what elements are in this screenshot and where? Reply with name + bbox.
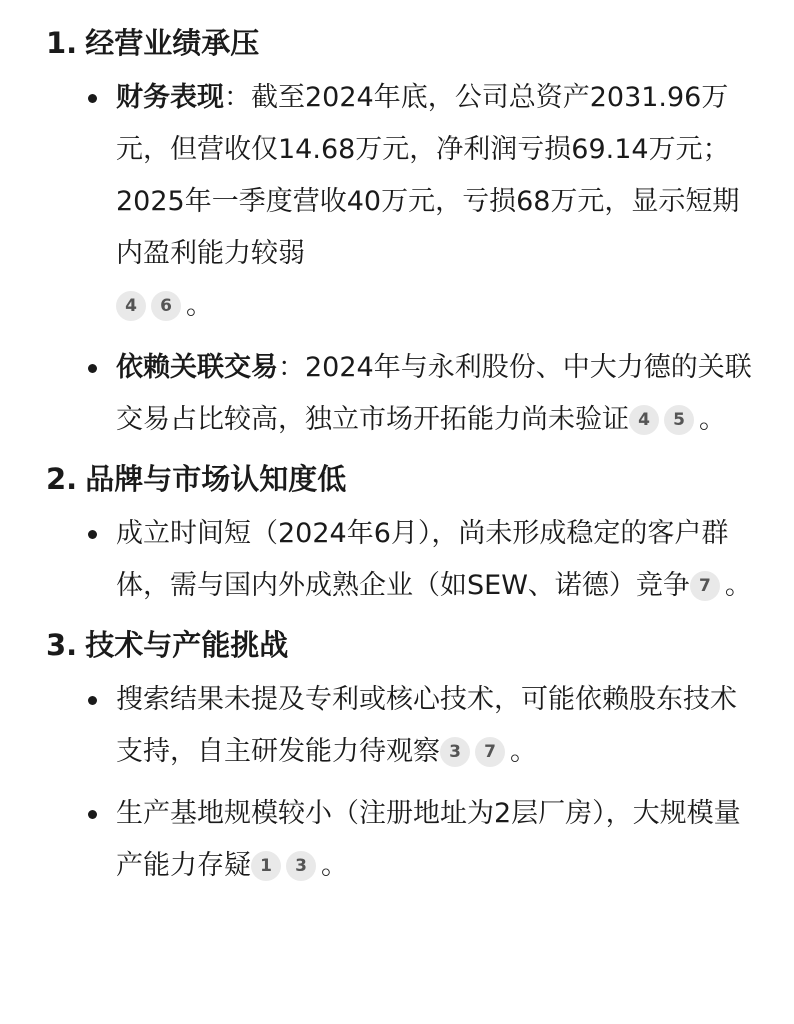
bullet-list (46, 674, 754, 892)
citation-badge[interactable]: 6 (151, 291, 181, 321)
citation-badge[interactable]: 3 (440, 737, 470, 767)
item-label: 财务表现 (116, 82, 224, 113)
item-text: 搜索结果未提及专利或核心技术，可能依赖股东技术支持，自主研发能力待观察 (116, 684, 737, 767)
citation-badge[interactable]: 7 (475, 737, 505, 767)
bullet-list (46, 72, 754, 446)
item-text: ：截至2024年底，公司总资产2031.96万元，但营收仅14.68万元，净利润亏损69.14万元；2025年一季度营收40万元，亏损68万元，显示短期内盈利能力较弱 (116, 82, 740, 269)
section-heading (46, 458, 754, 500)
item-end: 。 (321, 850, 348, 881)
section-operating-performance (46, 22, 754, 446)
section-number: 1. (46, 26, 78, 60)
citation-badge[interactable]: 7 (690, 571, 720, 601)
section-title: 技术与产能挑战 (85, 628, 289, 662)
item-end: 。 (186, 290, 213, 321)
section-number: 2. (46, 462, 78, 496)
section-heading (46, 624, 754, 666)
section-tech-capacity (46, 624, 754, 892)
item-text: 成立时间短（2024年6月），尚未形成稳定的客户群体，需与国内外成熟企业（如SEW、诺德）竞争 (116, 518, 729, 601)
citation-badge[interactable]: 1 (251, 851, 281, 881)
section-heading (46, 22, 754, 64)
item-text: ：2024年与永利股份、中大力德的关联交易占比较高，独立市场开拓能力尚未验证 (116, 352, 752, 435)
citation-badge[interactable]: 4 (116, 291, 146, 321)
list-item (86, 72, 754, 332)
citation-badge[interactable]: 3 (286, 851, 316, 881)
item-end: 。 (699, 404, 726, 435)
section-title: 经营业绩承压 (85, 26, 260, 60)
section-brand-awareness (46, 458, 754, 612)
item-label: 依赖关联交易 (116, 352, 278, 383)
item-end: 。 (510, 736, 537, 767)
citation-badge[interactable]: 5 (664, 405, 694, 435)
list-item (86, 342, 754, 446)
bullet-list (46, 508, 754, 612)
section-number: 3. (46, 628, 78, 662)
section-title: 品牌与市场认知度低 (85, 462, 347, 496)
citation-badge[interactable]: 4 (629, 405, 659, 435)
list-item (86, 788, 754, 892)
item-end: 。 (724, 570, 752, 601)
item-text: 生产基地规模较小（注册地址为2层厂房），大规模量产能力存疑 (116, 798, 741, 881)
list-item (86, 508, 754, 612)
list-item (86, 674, 754, 778)
